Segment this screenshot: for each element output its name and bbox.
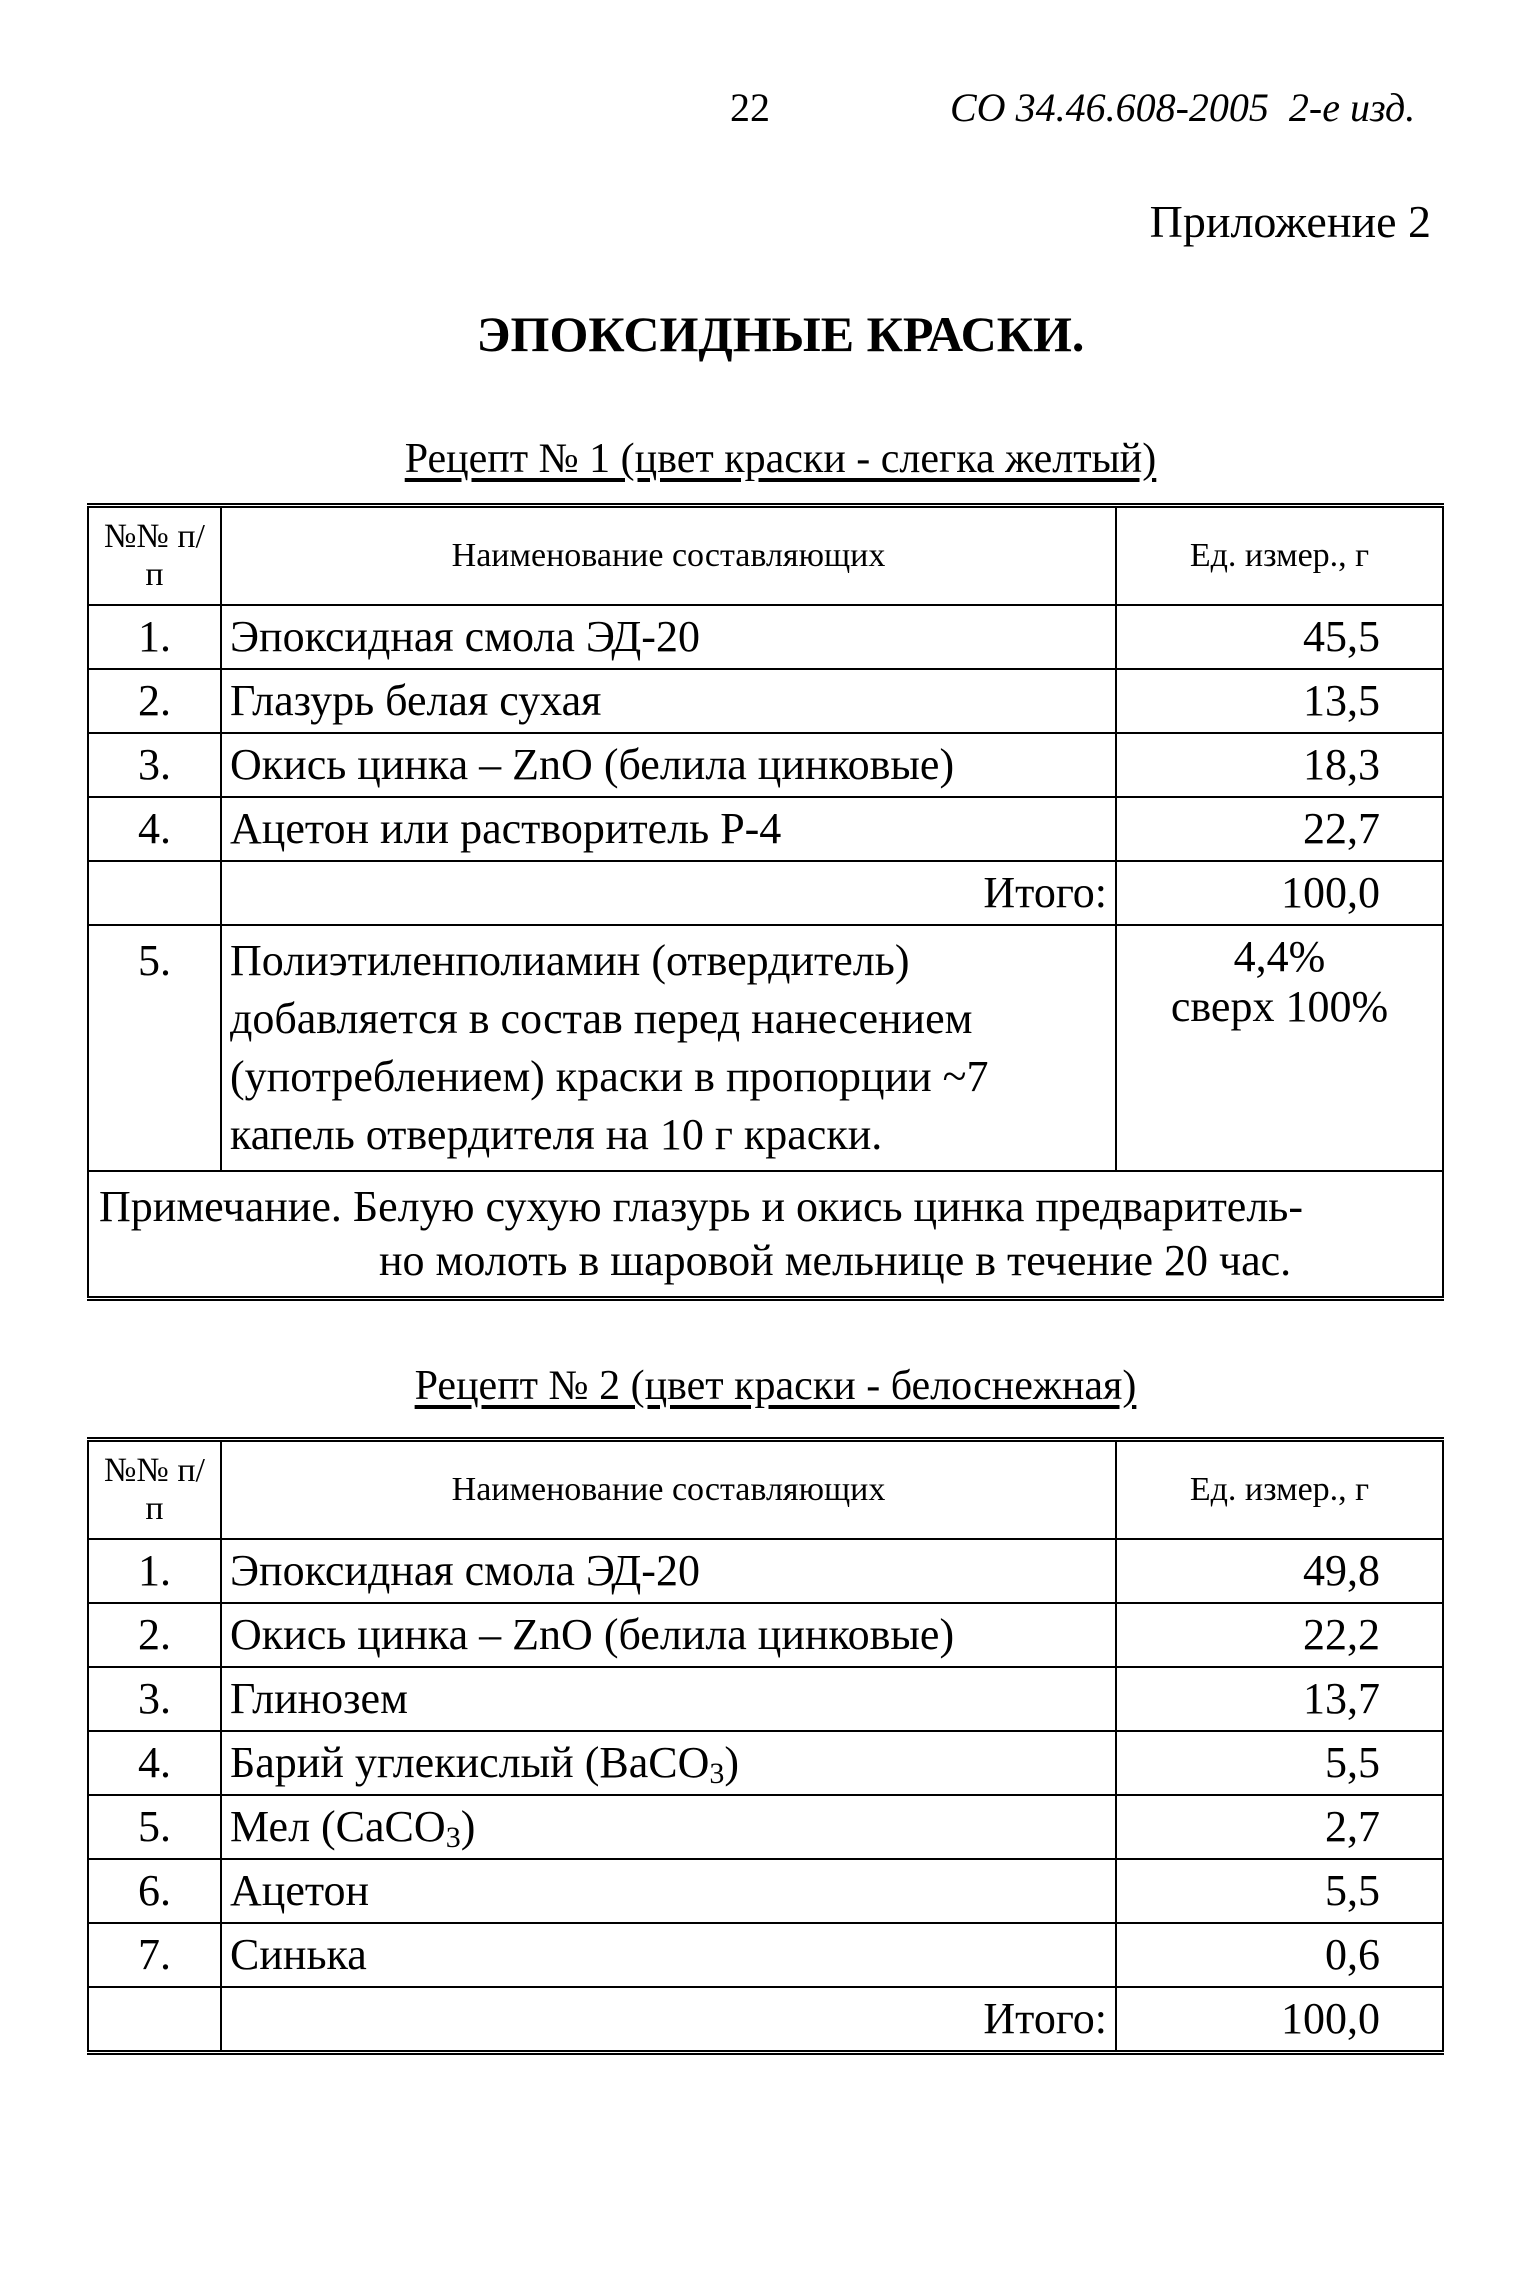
row-num: 2.	[88, 669, 221, 733]
table-row	[88, 1667, 1443, 1731]
hardener-row	[88, 925, 1443, 1171]
subscript: 3	[445, 1821, 461, 1854]
table-row	[88, 797, 1443, 861]
recipe2-table	[87, 1437, 1444, 2055]
column-header-unit: Ед. измер., г	[1116, 1440, 1443, 1540]
column-header-unit: Ед. измер., г	[1116, 506, 1443, 606]
table-row	[88, 1923, 1443, 1987]
row-name: Глинозем	[221, 1667, 1116, 1731]
hardener-description: Полиэтиленполиамин (отвердитель) добавляется в состав перед нанесением (употреблением) краски в пропорции ~7 капель отвердителя на 10 г краски.	[221, 925, 1116, 1171]
table-row	[88, 733, 1443, 797]
note-row	[88, 1171, 1443, 1299]
total-row	[88, 861, 1443, 925]
row-num: 5.	[88, 925, 221, 1171]
row-name: Эпоксидная смола ЭД-20	[221, 1539, 1116, 1603]
row-num: 7.	[88, 1923, 221, 1987]
hardener-value	[1116, 925, 1443, 1171]
recipe1-table	[87, 503, 1444, 1301]
hardener-value-line1: 4,4%	[1233, 932, 1326, 981]
table-header-row	[88, 1440, 1443, 1540]
total-row-empty	[88, 1987, 221, 2053]
row-value: 22,2	[1116, 1603, 1443, 1667]
table-row	[88, 1795, 1443, 1859]
hardener-value-line2: сверх 100%	[1170, 982, 1389, 1031]
table-row	[88, 1731, 1443, 1795]
table-row	[88, 1859, 1443, 1923]
total-label: Итого:	[221, 861, 1116, 925]
total-label: Итого:	[221, 1987, 1116, 2053]
row-name: Глазурь белая сухая	[221, 669, 1116, 733]
column-header-name: Наименование составляющих	[221, 506, 1116, 606]
row-name-text: Барий углекислый (BaCO	[230, 1738, 710, 1787]
column-header-num: №№ п/п	[88, 506, 221, 606]
total-value: 100,0	[1116, 861, 1443, 925]
row-num: 6.	[88, 1859, 221, 1923]
row-num: 2.	[88, 1603, 221, 1667]
row-value: 5,5	[1116, 1859, 1443, 1923]
row-num: 1.	[88, 1539, 221, 1603]
row-num: 3.	[88, 733, 221, 797]
row-value: 2,7	[1116, 1795, 1443, 1859]
row-name: Ацетон	[221, 1859, 1116, 1923]
total-value: 100,0	[1116, 1987, 1443, 2053]
column-header-num: №№ п/п	[88, 1440, 221, 1540]
row-name: Синька	[221, 1923, 1116, 1987]
row-value: 5,5	[1116, 1731, 1443, 1795]
appendix-label: Приложение 2	[1149, 196, 1431, 247]
recipe1-title: Рецепт № 1 (цвет краски - слегка желтый)	[404, 436, 1157, 482]
row-name-text: Мел (CaCO	[230, 1802, 446, 1851]
row-name: Окись цинка – ZnO (белила цинковые)	[221, 1603, 1116, 1667]
row-name	[221, 1795, 1116, 1859]
table-header-row	[88, 506, 1443, 606]
column-header-name: Наименование составляющих	[221, 1440, 1116, 1540]
document-code: СО 34.46.608-2005 2-е изд.	[950, 85, 1416, 130]
total-row-empty	[88, 861, 221, 925]
row-value: 45,5	[1116, 605, 1443, 669]
row-name-tail: )	[724, 1738, 740, 1787]
total-row	[88, 1987, 1443, 2053]
row-value: 18,3	[1116, 733, 1443, 797]
table-row	[88, 669, 1443, 733]
row-value: 49,8	[1116, 1539, 1443, 1603]
row-name-tail: )	[460, 1802, 476, 1851]
note-line1: Примечание. Белую сухую глазурь и окись цинка предваритель-	[99, 1182, 1304, 1231]
row-value: 13,7	[1116, 1667, 1443, 1731]
row-name: Окись цинка – ZnO (белила цинковые)	[221, 733, 1116, 797]
page-title: ЭПОКСИДНЫЕ КРАСКИ.	[476, 306, 1085, 362]
note-line2: но молоть в шаровой мельнице в течение 20 час.	[379, 1236, 1292, 1285]
row-value: 0,6	[1116, 1923, 1443, 1987]
row-num: 4.	[88, 1731, 221, 1795]
page-number: 22	[730, 85, 770, 130]
recipe2-title: Рецепт № 2 (цвет краски - белоснежная)	[414, 1363, 1137, 1409]
row-num: 3.	[88, 1667, 221, 1731]
row-name: Эпоксидная смола ЭД-20	[221, 605, 1116, 669]
row-num: 5.	[88, 1795, 221, 1859]
note-cell	[88, 1171, 1443, 1299]
table-row	[88, 1603, 1443, 1667]
row-name: Ацетон или растворитель Р-4	[221, 797, 1116, 861]
table-row	[88, 1539, 1443, 1603]
row-value: 22,7	[1116, 797, 1443, 861]
row-num: 4.	[88, 797, 221, 861]
subscript: 3	[709, 1757, 725, 1790]
row-value: 13,5	[1116, 669, 1443, 733]
row-name	[221, 1731, 1116, 1795]
row-num: 1.	[88, 605, 221, 669]
table-row	[88, 605, 1443, 669]
